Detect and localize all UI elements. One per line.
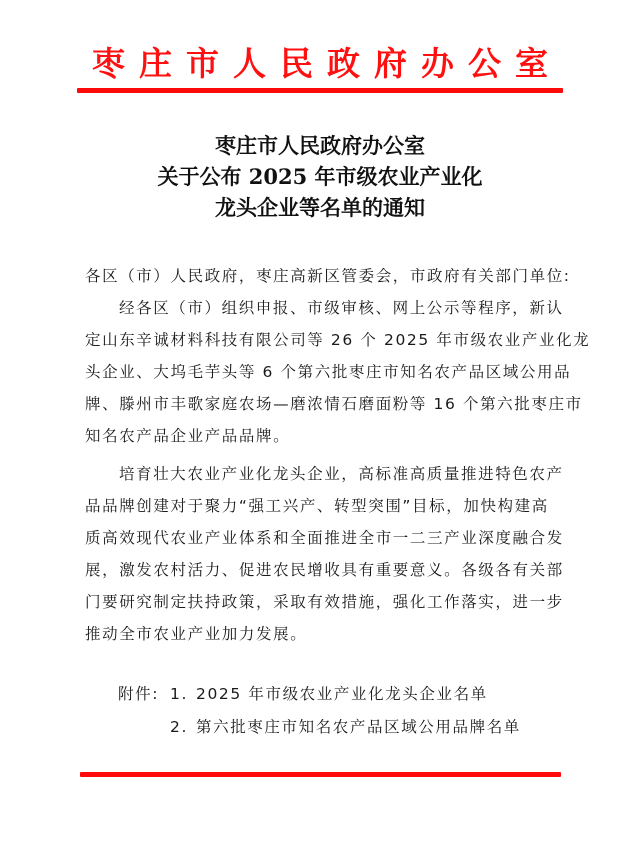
paragraph-line: 品品牌创建对于聚力“强工兴产、转型突围”目标，加快构建高 bbox=[85, 497, 549, 515]
paragraph-2 bbox=[85, 458, 564, 650]
title-line-3: 龙头企业等名单的通知 bbox=[215, 195, 425, 220]
paragraph-line: 头企业、大坞毛芋头等 6 个第六批枣庄市知名农产品区域公用品 bbox=[85, 363, 572, 381]
paragraph-line: 门要研究制定扶持政策，采取有效措施，强化工作落实，进一步 bbox=[85, 593, 564, 611]
attachments-list bbox=[118, 678, 521, 744]
paragraph-line: 展，激发农村活力、促进农民增收具有重要意义。各级各有关部 bbox=[85, 561, 564, 579]
document-body bbox=[85, 260, 591, 650]
attachment-item-1 bbox=[118, 678, 521, 711]
attachments-label-spacer bbox=[118, 711, 170, 744]
paragraph-line: 经各区（市）组织申报、市级审核、网上公示等程序，新认 bbox=[119, 299, 564, 317]
masthead-red-rule bbox=[77, 88, 563, 93]
attachment-number: 1. bbox=[170, 685, 188, 703]
footer-red-rule bbox=[80, 772, 561, 777]
paragraph-1 bbox=[85, 292, 591, 452]
title-line-1: 枣庄市人民政府办公室 bbox=[215, 133, 425, 158]
paragraph-line: 质高效现代农业产业体系和全面推进全市一二三产业深度融合发 bbox=[85, 529, 564, 547]
attachment-title: 第六批枣庄市知名农产品区域公用品牌名单 bbox=[196, 718, 521, 736]
paragraph-line: 推动全市农业产业加力发展。 bbox=[85, 625, 308, 643]
masthead-title: 枣庄市人民政府办公室 bbox=[92, 44, 562, 83]
attachment-number: 2. bbox=[170, 718, 188, 736]
paragraph-line: 知名农产品企业产品品牌。 bbox=[85, 427, 291, 445]
paragraph-line: 牌、滕州市丰歌家庭农场—磨浓情石磨面粉等 16 个第六批枣庄市 bbox=[85, 395, 583, 413]
salutation: 各区（市）人民政府，枣庄高新区管委会，市政府有关部门单位: bbox=[85, 267, 571, 285]
attachment-title: 2025 年市级农业产业化龙头企业名单 bbox=[196, 685, 488, 703]
attachments-label: 附件: bbox=[118, 685, 160, 703]
paragraph-line: 培育壮大农业产业化龙头企业，高标准高质量推进特色农产 bbox=[119, 465, 564, 483]
attachment-item-2 bbox=[118, 711, 521, 744]
title-line-2: 关于公布 2025 年市级农业产业化 bbox=[157, 164, 483, 189]
document-title bbox=[0, 130, 640, 223]
paragraph-line: 定山东辛诚材料科技有限公司等 26 个 2025 年市级农业产业化龙 bbox=[85, 331, 591, 349]
